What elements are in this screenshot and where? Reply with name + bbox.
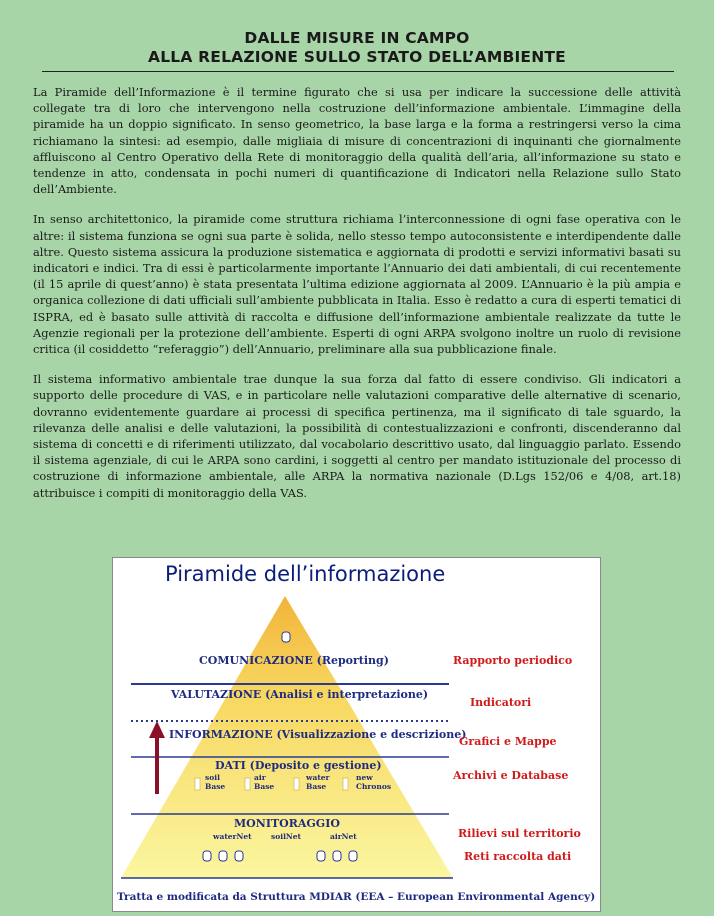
output-indicatori: Indicatori	[470, 696, 532, 709]
level-comunicazione: COMUNICAZIONE (Reporting)	[199, 654, 389, 667]
network-icon-2	[219, 851, 227, 861]
network-icon-6	[349, 851, 357, 861]
network-label-3: airNet	[330, 832, 357, 841]
pyramid-figure	[112, 557, 601, 912]
level-valutazione: VALUTAZIONE (Analisi e interpretazione)	[171, 688, 429, 701]
output-rilievi: Rilievi sul territorio	[458, 827, 581, 840]
database-icon-4	[343, 778, 348, 790]
level-informazione: INFORMAZIONE (Visualizzazione e descrizione)	[169, 728, 467, 741]
upward-arrow-head	[149, 721, 165, 738]
network-icon-5	[333, 851, 341, 861]
paragraph-1: La Piramide dell’Informazione è il termine figurato che si usa per indicare la successione delle attività collegate tra di loro che intervengono nella costruzione dell’informazione ambientale. L’immagine della piramide ha un doppio significato. In senso geometrico, la base larga e la forma a restringersi verso la cima richiamano la sintesi: ad esempio, dalle migliaia di misure di concentrazioni di inquinanti che giornalmente affluiscono al Centro Operativo della Rete di monitoraggio della qualità dell’aria, all’informazione su stato e tendenze in atto, condensata in pochi numeri di quantificazione di Indicatori nella Relazione sullo Stato dell’Ambiente.	[33, 85, 681, 197]
database-icon-2	[245, 778, 250, 790]
level-monitoraggio: MONITORAGGIO	[234, 817, 340, 830]
level-dati: DATI (Deposito e gestione)	[215, 759, 382, 772]
network-icon-3	[235, 851, 243, 861]
output-rapporto: Rapporto periodico	[453, 654, 573, 667]
output-reti: Reti raccolta dati	[464, 850, 572, 863]
title-divider	[42, 71, 674, 72]
database-label-3: water Base	[306, 773, 330, 791]
article-title-line-1: DALLE MISURE IN CAMPO	[244, 29, 470, 47]
database-icon-1	[195, 778, 200, 790]
database-label-1: soil Base	[205, 773, 226, 791]
database-label-4: new Chronos	[356, 773, 392, 791]
article-title-line-2: ALLA RELAZIONE SULLO STATO DELL’AMBIENTE	[148, 48, 566, 66]
database-icon-3	[294, 778, 299, 790]
article-title	[0, 29, 714, 67]
output-grafici: Grafici e Mappe	[459, 735, 557, 748]
network-icon-4	[317, 851, 325, 861]
network-icon-1	[203, 851, 211, 861]
article-body	[33, 84, 681, 515]
reporting-icon	[282, 632, 290, 642]
database-label-2: air Base	[254, 773, 275, 791]
figure-caption: Tratta e modificata da Struttura MDIAR (EEA – European Environmental Agency)	[117, 891, 596, 903]
network-label-1: waterNet	[213, 832, 252, 841]
paragraph-3: Il sistema informativo ambientale trae dunque la sua forza dal fatto di essere condiviso. Gli indicatori a supporto delle procedure di VAS, e in particolare nelle valutazioni comparative delle alternative di scenario, dovranno evidentemente guardare ai processi di specifica pertinenza, ma il significato di tale sguardo, la rilevanza delle analisi e delle valutazioni, la possibilità di contestualizzazioni e confronti, discenderanno dal sistema di concetti e di riferimenti utilizzato, dal vocabolario descrittivo usato, dal linguaggio parlato. Essendo il sistema agenziale, di cui le ARPA sono cardini, i soggetti al centro per mandato istituzionale del processo di costruzione di informazione ambientale, alle ARPA la normativa nazionale (D.Lgs 152/06 e 4/08, art.18) attribuisce i compiti di monitoraggio della VAS.	[33, 372, 681, 500]
output-archivi: Archivi e Database	[453, 769, 569, 782]
network-label-2: soilNet	[271, 832, 302, 841]
figure-title: Piramide dell’informazione	[165, 562, 446, 586]
paragraph-2: In senso architettonico, la piramide come struttura richiama l’interconnessione di ogni fase operativa con le altre: il sistema funziona se ogni sua parte è solida, nello stesso tempo autoconsistente e interdipendente dalle altre. Questo sistema assicura la produzione sistematica e aggiornata di prodotti e servizi informativi basati su indicatori e indici. Tra di essi è particolarmente importante l’Annuario dei dati ambientali, di cui recentemente (il 15 aprile di quest’anno) è stata presentata l’ultima edizione aggiornata al 2009. L’Annuario è la più ampia e organica collezione di dati ufficiali sull’ambiente pubblicata in Italia. Esso è redatto a cura di esperti tematici di ISPRA, ed è basato sulle attività di raccolta e diffusione dell’informazione ambientale realizzate da tutte le Agenzie regionali per la protezione dell’ambiente. Esperti di ogni ARPA svolgono inoltre un ruolo di revisione critica (il cosiddetto “referaggio”) dell’Annuario, preliminare alla sua pubblicazione finale.	[33, 212, 681, 357]
